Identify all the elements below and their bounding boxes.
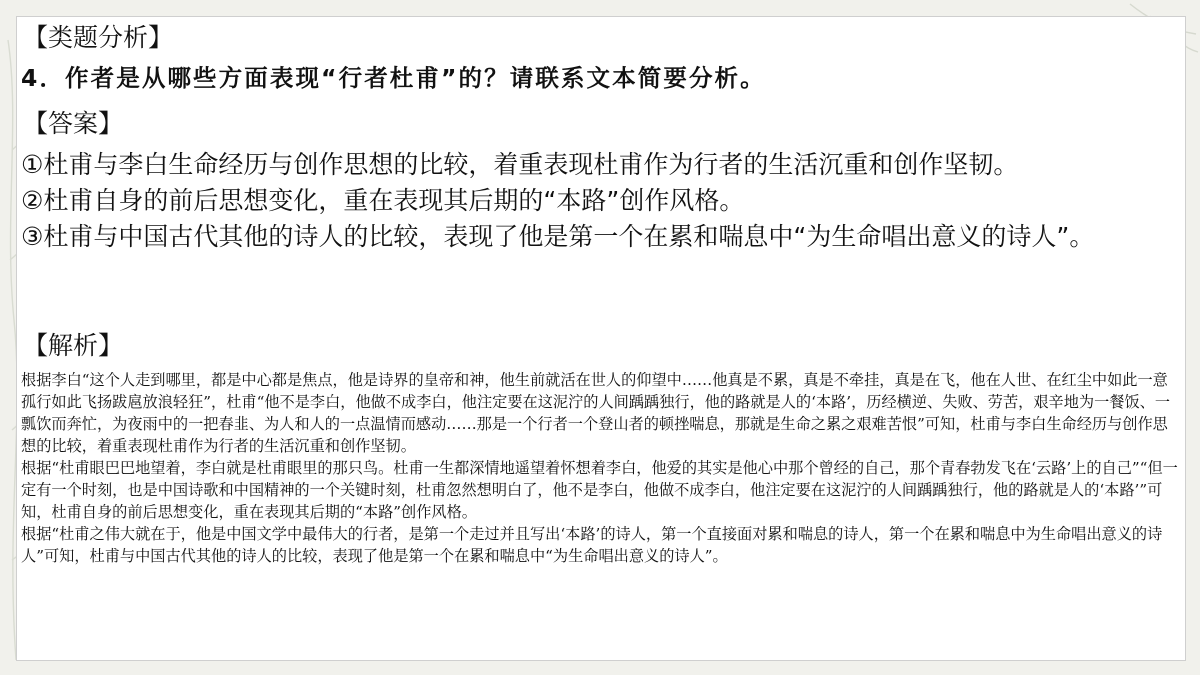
- heading-type-analysis: 【类题分析】: [23, 23, 174, 52]
- analysis-paragraph-3: 根据“杜甫之伟大就在于，他是中国文学中最伟大的行者，是第一个走过并且写出‘本路’的诗人，第一个直接面对累和喘息的诗人，第一个在累和喘息中为生命唱出意义的诗人”可知，杜甫与中国古代其他的诗人的比较，表现了他是第一个在累和喘息中“为生命唱出意义的诗人”。: [21, 525, 1163, 565]
- answer-item-2: ②杜甫自身的前后思想变化，重在表现其后期的“本路”创作风格。: [21, 186, 745, 215]
- content-panel: [16, 16, 1186, 661]
- analysis-paragraph-2: 根据“杜甫眼巴巴地望着，李白就是杜甫眼里的那只鸟。杜甫一生都深情地遥望着怀想着李白，他爱的其实是他心中那个曾经的自己，那个青春勃发飞在‘云路’上的自己”“但一定有一个时刻，也是中国诗歌和中国精神的一个关键时刻，杜甫忽然想明白了，他不是李白，他做不成李白，他注定要在这泥泞的人间踽踽独行，他的路就是人的‘本路’”可知，杜甫自身的前后思想变化，重在表现其后期的“本路”创作风格。: [21, 459, 1178, 521]
- answer-item-1: ①杜甫与李白生命经历与创作思想的比较，着重表现杜甫作为行者的生活沉重和创作坚韧。: [21, 150, 1019, 179]
- answer-item-3: ③杜甫与中国古代其他的诗人的比较，表现了他是第一个在累和喘息中“为生命唱出意义的诗人”。: [21, 222, 1095, 251]
- analysis-paragraph-1: 根据李白“这个人走到哪里，都是中心都是焦点，他是诗界的皇帝和神，他生前就活在世人的仰望中……他真是不累，真是不牵挂，真是在飞，他在人世、在红尘中如此一意孤行如此飞扬跋扈放浪轻狂”，杜甫“他不是李白，他做不成李白，他注定要在这泥泞的人间踽踽独行，他的路就是人的‘本路’，历经横逆、失败、劳苦，艰辛地为一餐饭、一瓢饮而奔忙，为夜雨中的一把春韭、为人和人的一点温情而感动……那是一个行者一个登山者的顿挫喘息，那就是生命之累之艰难苦恨”可知，杜甫与李白生命经历与创作思想的比较，着重表现杜甫作为行者的生活沉重和创作坚韧。: [21, 371, 1171, 455]
- analysis-body: [21, 369, 1179, 567]
- heading-analysis: 【解析】: [23, 331, 124, 360]
- question-text: 4．作者是从哪些方面表现“行者杜甫”的？请联系文本简要分析。: [21, 64, 766, 92]
- answer-list: [21, 147, 1171, 255]
- heading-answer: 【答案】: [23, 109, 124, 138]
